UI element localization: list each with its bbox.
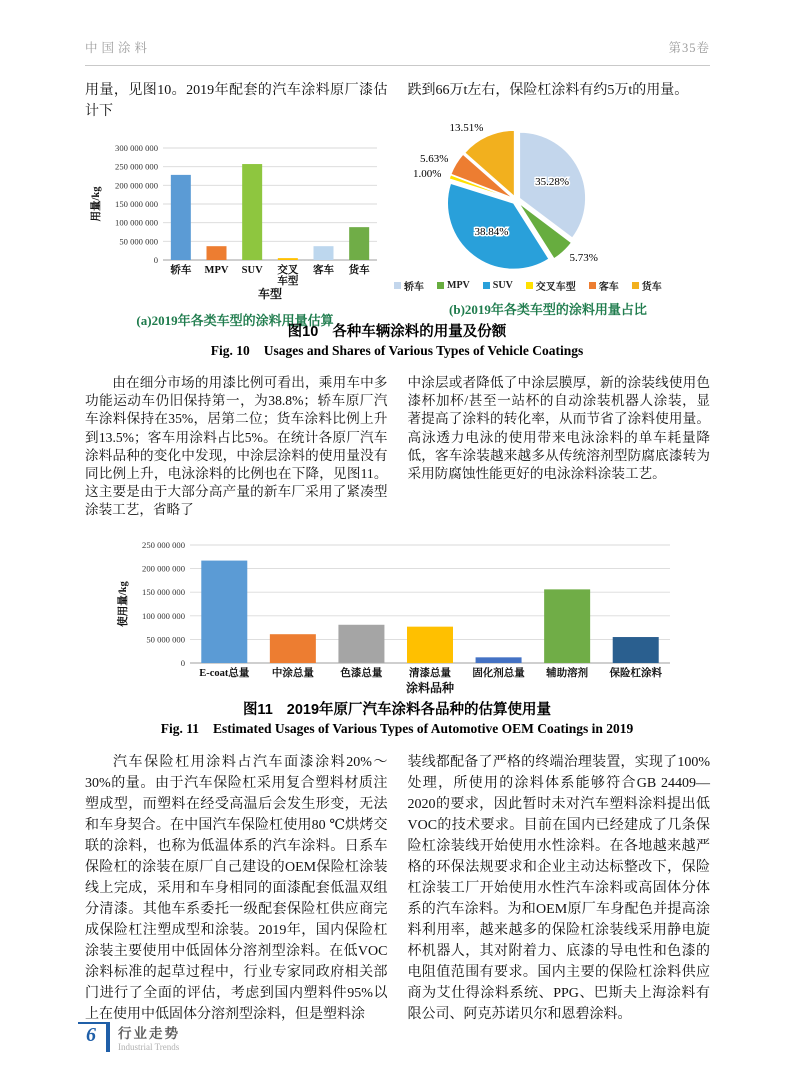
category-label: MPV — [204, 265, 229, 276]
category-label: 清漆总量 — [408, 668, 451, 679]
category-label: 交叉车型 — [277, 265, 299, 287]
y-tick-label: 150 000 000 — [115, 199, 158, 209]
category-label: 色漆总量 — [339, 668, 382, 679]
legend-label: 客车 — [598, 282, 619, 293]
legend-label: 货车 — [641, 282, 662, 293]
y-tick-label: 50 000 000 — [145, 634, 185, 645]
category-label: E-coat总量 — [198, 668, 249, 679]
volume-label: 第35卷 — [668, 41, 710, 55]
bar — [314, 246, 334, 260]
x-axis-title: 车型 — [257, 287, 283, 301]
figure-11-title-en: Estimated Usages of Various Types of Automotive OEM Coatings in 2019 — [212, 721, 634, 736]
y-tick-label: 200 000 000 — [115, 180, 158, 191]
y-axis-title: 使用量/kg — [117, 581, 129, 627]
page-number: 6 — [86, 1024, 96, 1046]
figure-11-label-zh: 图11 — [242, 702, 273, 718]
figure-11 — [0, 533, 794, 698]
figure-10 — [85, 118, 710, 329]
journal-name: 中国涂料 — [85, 41, 152, 55]
pie-data-label: 1.00% — [413, 167, 442, 180]
footer-section — [118, 1022, 180, 1052]
figure-10-title-en: Usages and Shares of Various Types of Vehicle Coatings — [263, 343, 584, 358]
y-tick-label: 250 000 000 — [141, 540, 185, 550]
bar — [612, 637, 658, 663]
bar — [349, 227, 369, 260]
legend-marker — [437, 282, 444, 289]
y-tick-label: 100 000 000 — [141, 610, 185, 621]
pie-data-label: 5.73% — [569, 252, 598, 265]
top-text-row — [85, 80, 710, 122]
bar — [475, 657, 521, 663]
figure-11-title-zh: 2019年原厂汽车涂料各品种的估算使用量 — [286, 702, 552, 718]
y-tick-label: 150 000 000 — [141, 587, 185, 598]
footer-divider-bar — [106, 1022, 110, 1052]
legend-label: SUV — [492, 280, 513, 291]
y-axis-title: 用量/kg — [91, 186, 102, 222]
section-name-zh: 行业走势 — [118, 1026, 180, 1041]
paragraph-mid-right: 中涂层或者降低了中涂层膜厚，新的涂装线使用色漆杯加杯/甚至一站杯的自动涂装机器人涂装，显著提高了涂料的转化率，从而节省了涂料使用量。高泳透力电泳的使用带来电泳涂料的单车耗量降低，客车涂装越来越多从传统溶剂型防腐底漆转为采用防腐蚀性能更好的电泳涂料涂装工艺。 — [407, 375, 710, 482]
figure-10-caption-zh — [0, 320, 794, 341]
category-label: 辅助溶剂 — [545, 668, 588, 679]
y-tick-label: 200 000 000 — [141, 563, 185, 574]
y-tick-label: 250 000 000 — [115, 161, 158, 172]
paragraph-bottom-right: 装线都配备了严格的终端治理装置，实现了100%处理，所使用的涂料体系能够符合GB 24409—2020的要求，因此暂时未对汽车塑料涂料提出低VOC的技术要求。目前在国内已经建成了几条保险杠涂装线开始使用水性涂料。在各地越来越严格的环保法规要求和企业主动达标整改下，保险杠涂装工厂开始使用水性汽车涂料或高固体分体系的汽车涂料。为和OEM原厂车身配色并提高涂料利用率，越来越多的保险杠涂装线采用静电旋杯机器人，其对附着力、底漆的导电性和色漆的电阻值范围有要求。国内主要的保险杠涂料供应商为艾仕得涂料系统、PPG、巴斯夫上海涂料有限公司、阿克苏诺贝尔和恩碧涂料。 — [407, 755, 710, 1022]
category-label: 中涂总量 — [271, 668, 314, 679]
y-tick-label: 100 000 000 — [115, 217, 158, 228]
y-tick-label: 300 000 000 — [115, 143, 158, 153]
bar — [269, 634, 315, 663]
pie-data-label: 38.84% — [474, 225, 509, 238]
bar — [242, 164, 262, 260]
bar — [338, 625, 384, 663]
x-axis-title: 涂料品种 — [405, 681, 454, 695]
legend-marker — [483, 282, 490, 289]
paragraph-top-right: 跌到66万t左右，保险杠涂料有约5万t的用量。 — [407, 83, 689, 98]
category-label: 固化剂总量 — [471, 668, 525, 679]
paragraph-mid-left: 由在细分市场的用漆比例可看出，乘用车中多功能运动车仍旧保持第一，为38.8%；轿车原厂汽车涂料保持在35%，居第二位；货车涂料比例上升到13.5%；客车用涂料占比5%。在统计各原厂汽车涂料品种的变化中发现，中涂层涂料的使用量没有同比例上升，电泳涂料的比例也在下降，见图11。这主要是由于大部分高产量的新车厂采用了紧凑型涂装工艺，省略了 — [85, 375, 388, 518]
category-label: 货车 — [348, 265, 370, 276]
category-label: 客车 — [313, 265, 334, 276]
category-label: SUV — [241, 265, 263, 276]
bar — [544, 589, 590, 663]
figure-10-caption — [0, 320, 794, 359]
legend-item — [526, 278, 576, 293]
legend-label: 交叉车型 — [535, 282, 576, 293]
paragraph-top-left: 用量，见图10。2019年配套的汽车涂料原厂漆估计下 — [85, 83, 388, 119]
legend-marker — [589, 282, 596, 289]
fig11-bar-chart — [110, 533, 685, 698]
y-tick-label: 50 000 000 — [119, 236, 158, 247]
fig10b-pie-chart — [386, 118, 710, 276]
fig10b-legend — [394, 278, 710, 293]
page-number-box — [78, 1022, 106, 1047]
legend-item — [632, 278, 662, 293]
legend-item — [394, 278, 424, 293]
page-header — [85, 38, 710, 66]
pie-data-label: 35.28% — [535, 176, 570, 189]
bar — [171, 175, 191, 260]
legend-item — [483, 280, 513, 291]
figure-10-caption-en — [0, 343, 794, 359]
bar — [407, 627, 453, 663]
legend-label: 轿车 — [404, 282, 424, 293]
bottom-text-row — [85, 752, 710, 1025]
figure-10a — [85, 118, 385, 329]
fig10a-caption: (a)2019年各类车型的涂料用量估算 — [136, 313, 334, 328]
figure-10-title-zh: 各种车辆涂料的用量及份额 — [332, 324, 507, 340]
category-label: 轿车 — [170, 265, 192, 276]
figure-10-label-en: Fig. 10 — [210, 343, 250, 358]
figure-10b — [386, 118, 710, 329]
legend-item — [589, 278, 619, 293]
legend-marker — [394, 282, 401, 289]
figure-11-caption-zh — [0, 698, 794, 719]
legend-item — [437, 280, 470, 291]
page-footer — [78, 1022, 180, 1052]
legend-label: MPV — [447, 280, 470, 291]
fig10a-bar-chart — [85, 118, 385, 308]
section-name-en: Industrial Trends — [118, 1042, 180, 1052]
pie-data-label: 13.51% — [449, 122, 484, 135]
fig10b-caption: (b)2019年各类车型的涂料用量占比 — [449, 302, 647, 317]
bar — [201, 561, 247, 663]
y-tick-label: 0 — [180, 658, 185, 668]
figure-10-label-zh: 图10 — [287, 324, 319, 340]
paragraph-bottom-left: 汽车保险杠用涂料占汽车面漆涂料20%～30%的量。由于汽车保险杠采用复合塑料材质注塑成型，而塑料在经受高温后会发生形变，无法和车身契合。在中国汽车保险杠使用80 ℃烘烤交联的涂料，也称为低温体系的汽车涂料。日系车保险杠的涂装在原厂自己建设的OEM保险杠涂装线上完成，采用和车身相同的面漆配套低温双组分清漆。其他车系委托一级配套保险杠供应商完成保险杠注塑成型和涂装。2019年，国内保险杠涂装主要使用中低固体分溶剂型涂料。在低VOC涂料标准的起草过程中，行业专家同政府相关部门进行了全面的评估，考虑到国内塑料件95%以上在使用中低固体分溶剂型涂料，但是塑料涂 — [85, 755, 388, 1022]
bar — [207, 246, 227, 260]
bar — [278, 258, 298, 260]
legend-marker — [526, 282, 533, 289]
pie-data-label: 5.63% — [420, 153, 449, 166]
figure-11-caption-en — [0, 721, 794, 737]
legend-marker — [632, 282, 639, 289]
y-tick-label: 0 — [153, 255, 158, 265]
middle-text-row — [85, 374, 710, 520]
figure-11-label-en: Fig. 11 — [160, 721, 199, 736]
figure-11-caption — [0, 698, 794, 737]
category-label: 保险杠涂料 — [608, 668, 662, 679]
